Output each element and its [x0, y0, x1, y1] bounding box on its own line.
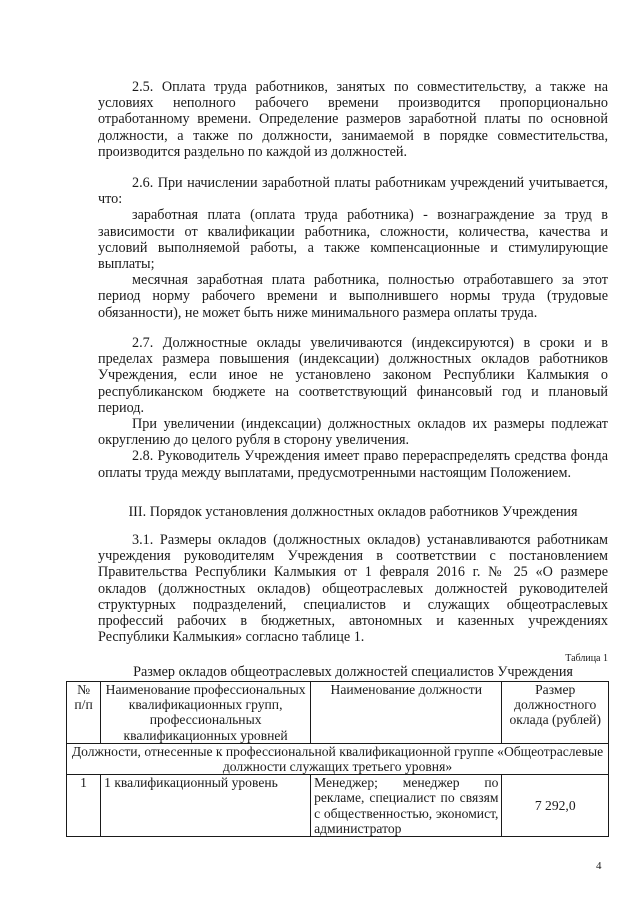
paragraph-2-7: 2.7. Должностные оклады увеличиваются (индексируются) в сроки и в пределах размера повышения (индексации) должностных окладов работников Учреждения, если иное не установлено законом Республики Калмыкия о республиканском бюджете на соответствующий финансовый год и плановый период. [98, 335, 608, 416]
paragraph-2-6-item-1: заработная плата (оплата труда работника) - вознаграждение за труд в зависимости от квалификации работника, сложности, количества, качества и условий выполняемой работы, а также компенсационные и стимулирующие выплаты; [98, 207, 608, 273]
paragraph-2-6-item-2: месячная заработная плата работника, полностью отработавшего за этот период норму рабочего времени и выполнившего нормы труда (трудовые обязанности), не может быть ниже минимального размера оплаты труда. [98, 272, 608, 321]
table-group-row [67, 743, 609, 774]
row-positions: Менеджер; менеджер по рекламе, специалист по связям с общественностью, экономист, администратор [311, 775, 502, 837]
paragraph-2-7-rounding: При увеличении (индексации) должностных окладов их размеры подлежат округлению до целого рубля в сторону увеличения. [98, 416, 608, 449]
row-num: 1 [67, 775, 101, 837]
table-row [67, 775, 609, 837]
paragraph-2-6-block [98, 175, 608, 321]
row-salary: 7 292,0 [502, 775, 609, 837]
group-title: Должности, отнесенные к профессиональной квалификационной группе «Общеотраслевые должности служащих третьего уровня» [67, 743, 609, 774]
section-heading: III. Порядок установления должностных окладов работников Учреждения [128, 504, 578, 520]
paragraph-3-1: 3.1. Размеры окладов (должностных окладов) устанавливаются работникам учреждения руководителям Учреждения в соответствии с постановлением Правительства Республики Калмыкия от 1 февраля 2016 г. № 25 «О размере окладов (должностных окладов) общеотраслевых должностей руководителей структурных подразделений, специалистов и служащих общеотраслевых профессий рабочих в бюджетных, автономных и казенных учреждениях Республики Калмыкия» согласно таблице 1. [98, 532, 608, 646]
paragraph-2-5: 2.5. Оплата труда работников, занятых по совместительству, а также на условиях неполного рабочего времени производится пропорционально отработанному времени. Определение размеров заработной платы по основной должности, а также по должности, занимаемой в порядке совместительства, производится раздельно по каждой из должностей. [98, 79, 608, 160]
table-caption: Размер окладов общеотраслевых должностей специалистов Учреждения [133, 664, 573, 680]
paragraph-2-5-block [98, 79, 608, 160]
paragraph-2-7-block [98, 335, 608, 481]
header-group: Наименование профессиональных квалификационных групп, профессиональных квалификационных уровней [101, 682, 311, 744]
page-number: 4 [596, 860, 602, 872]
paragraph-2-8: 2.8. Руководитель Учреждения имеет право перераспределять средства фонда оплаты труда между выплатами, предусмотренными настоящим Положением. [98, 448, 608, 481]
row-level: 1 квалификационный уровень [101, 775, 311, 837]
salary-table [66, 681, 609, 837]
paragraph-2-6: 2.6. При начислении заработной платы работникам учреждений учитывается, что: [98, 175, 608, 208]
header-num: № п/п [67, 682, 101, 744]
header-position: Наименование должности [311, 682, 502, 744]
table-header-row [67, 682, 609, 744]
paragraph-3-1-block [98, 532, 608, 645]
header-salary: Размер должностного оклада (рублей) [502, 682, 609, 744]
table-label: Таблица 1 [565, 653, 608, 664]
